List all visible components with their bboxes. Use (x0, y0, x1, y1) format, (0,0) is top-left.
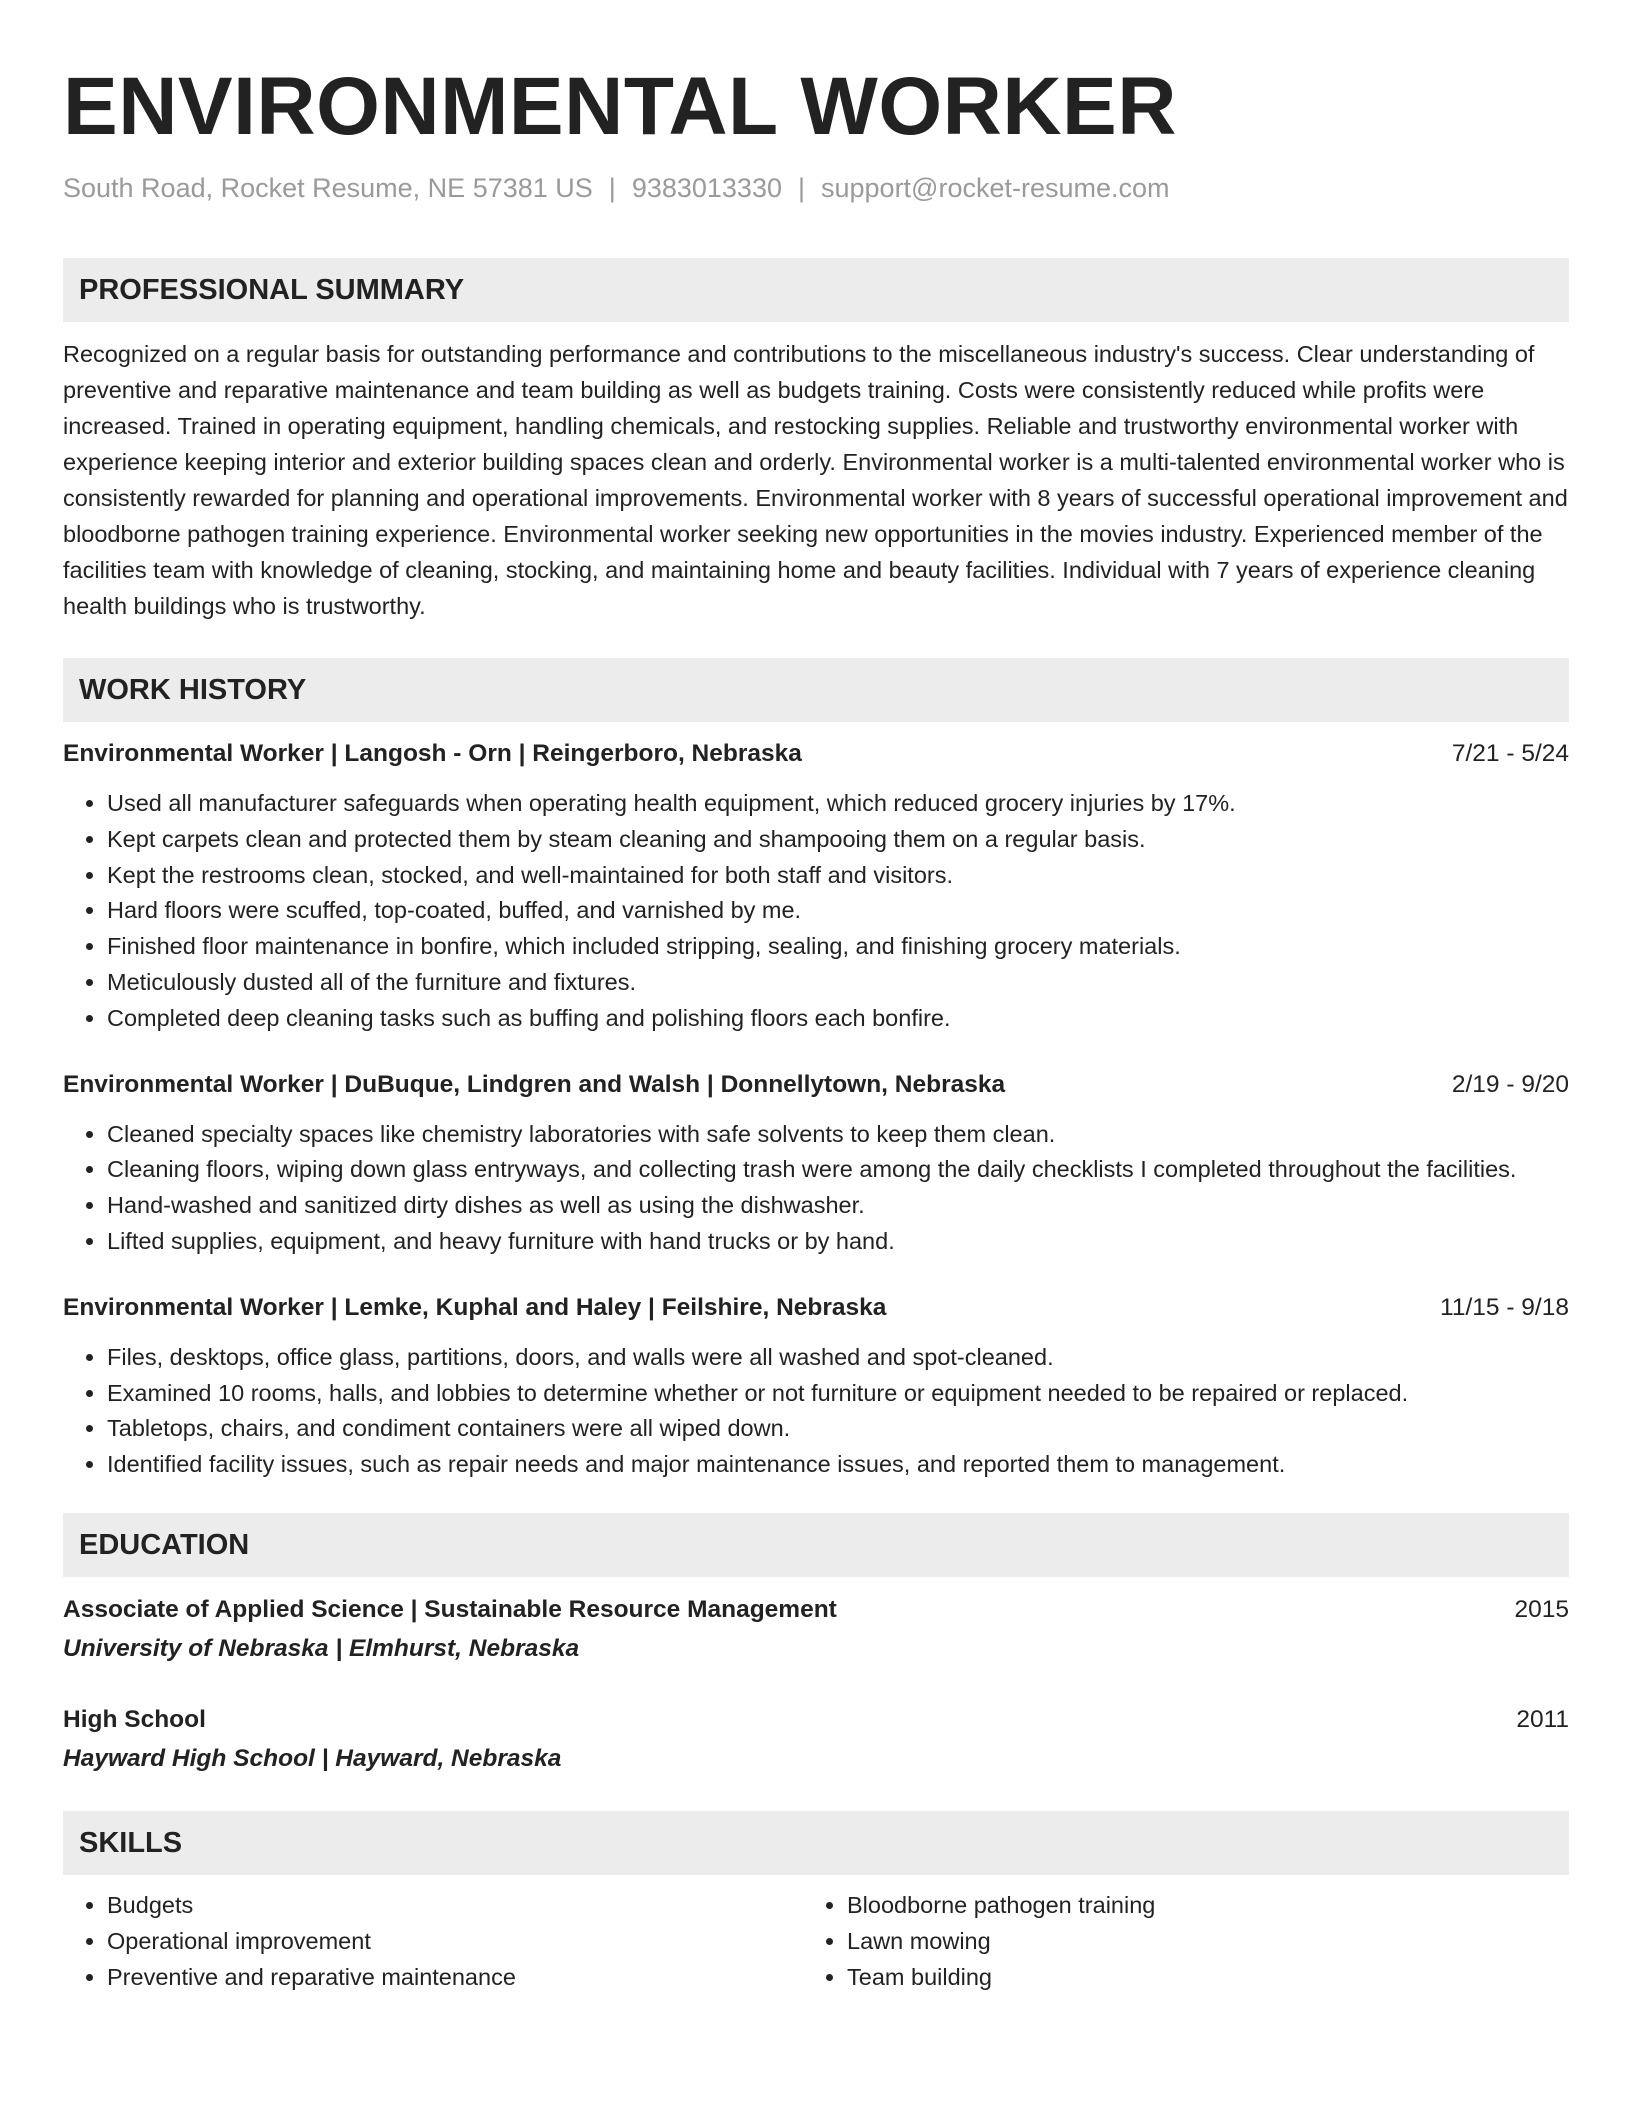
job-bullet: • Tabletops, chairs, and condiment containers were all wiped down. (107, 1411, 1569, 1447)
job-bullet: • Hard floors were scuffed, top-coated, buffed, and varnished by me. (107, 893, 1569, 929)
job-dates: 2/19 - 9/20 (1451, 1070, 1569, 1098)
education-school: University of Nebraska | Elmhurst, Nebraska (63, 1634, 580, 1662)
job-bullet: • Lifted supplies, equipment, and heavy furniture with hand trucks or by hand. (107, 1224, 1569, 1260)
section-heading-education: EDUCATION (63, 1513, 1569, 1577)
section-heading-summary: PROFESSIONAL SUMMARY (63, 258, 1569, 322)
skill-item: • Team building (847, 1959, 1543, 1995)
skills-list (63, 1887, 1569, 1995)
contact-separator: | (797, 173, 805, 203)
education-school: Hayward High School | Hayward, Nebraska (63, 1744, 562, 1772)
job-bullets (63, 1340, 1569, 1483)
job-title: Environmental Worker | DuBuque, Lindgren and Walsh | Donnellytown, Nebraska (63, 1070, 1006, 1098)
skills-column-left (63, 1887, 803, 1995)
skill-item: • Preventive and reparative maintenance (107, 1959, 803, 1995)
contact-phone: 9383013330 (631, 173, 782, 203)
job-bullet: • Kept carpets clean and protected them by steam cleaning and shampooing them on a regular basis. (107, 822, 1569, 858)
skill-item: • Operational improvement (107, 1923, 803, 1959)
section-heading-work-history: WORK HISTORY (63, 658, 1569, 722)
job-bullet: • Meticulously dusted all of the furniture and fixtures. (107, 965, 1569, 1001)
contact-separator: | (608, 173, 616, 203)
job-dates: 7/21 - 5/24 (1451, 740, 1569, 767)
education-degree: High School (63, 1705, 206, 1733)
professional-summary: Recognized on a regular basis for outstanding performance and contributions to the miscellaneous industry's success. Clear understanding of preventive and reparative maintenance and team building as well as budgets training. Costs were consistently reduced while profits were increased. Trained in operating equipment, handling chemicals, and restocking supplies. Reliable and trustworthy environmental worker with experience keeping interior and exterior building spaces clean and orderly. Environmental worker is a multi-talented environmental worker who is consistently rewarded for planning and operational improvements. Environmental worker with 8 years of successful operational improvement and bloodborne pathogen training experience. Environmental worker seeking new opportunities in the movies industry. Experienced member of the facilities team with knowledge of cleaning, stocking, and maintaining home and beauty facilities. Individual with 7 years of experience cleaning health buildings who is trustworthy. (63, 341, 1568, 619)
skill-item: • Lawn mowing (847, 1923, 1543, 1959)
job-title: Environmental Worker | Langosh - Orn | Reingerboro, Nebraska (63, 740, 802, 767)
education-year: 2011 (1516, 1705, 1569, 1733)
skill-item: • Budgets (107, 1887, 803, 1923)
job-bullet: • Completed deep cleaning tasks such as buffing and polishing floors each bonfire. (107, 1001, 1569, 1037)
job-bullet: • Kept the restrooms clean, stocked, and well-maintained for both staff and visitors. (107, 858, 1569, 894)
job-bullet: • Hand-washed and sanitized dirty dishes as well as using the dishwasher. (107, 1188, 1569, 1224)
resume-name: ENVIRONMENTAL WORKER (63, 61, 1177, 152)
job-entry (63, 1290, 1569, 1483)
contact-email: support@rocket-resume.com (821, 173, 1170, 203)
job-bullet: • Finished floor maintenance in bonfire, which included stripping, sealing, and finishing grocery materials. (107, 929, 1569, 965)
job-bullet: • Identified facility issues, such as repair needs and major maintenance issues, and reported them to management. (107, 1447, 1569, 1483)
skill-item: • Bloodborne pathogen training (847, 1887, 1543, 1923)
section-heading-skills: SKILLS (63, 1811, 1569, 1875)
job-dates: 11/15 - 9/18 (1440, 1293, 1569, 1321)
job-bullet: • Cleaned specialty spaces like chemistry laboratories with safe solvents to keep them clean. (107, 1117, 1569, 1153)
job-bullets (63, 786, 1569, 1037)
job-bullet: • Cleaning floors, wiping down glass entryways, and collecting trash were among the daily checklists I completed throughout the facilities. (107, 1152, 1569, 1188)
education-degree: Associate of Applied Science | Sustainable Resource Management (63, 1595, 837, 1623)
contact-line (63, 170, 1569, 206)
education-entry (63, 1591, 1569, 1669)
job-bullet: • Used all manufacturer safeguards when operating health equipment, which reduced grocery injuries by 17%. (107, 786, 1569, 822)
education-entry (63, 1701, 1569, 1779)
education-year: 2015 (1514, 1595, 1569, 1623)
job-bullet: • Files, desktops, office glass, partitions, doors, and walls were all washed and spot-cleaned. (107, 1340, 1569, 1376)
skills-column-right (803, 1887, 1543, 1995)
contact-address: South Road, Rocket Resume, NE 57381 US (63, 173, 593, 203)
job-title: Environmental Worker | Lemke, Kuphal and Haley | Feilshire, Nebraska (63, 1293, 887, 1321)
job-entry (63, 1067, 1569, 1260)
job-entry (63, 736, 1569, 1037)
job-bullets (63, 1117, 1569, 1260)
job-bullet: • Examined 10 rooms, halls, and lobbies to determine whether or not furniture or equipment needed to be repaired or replaced. (107, 1376, 1569, 1412)
